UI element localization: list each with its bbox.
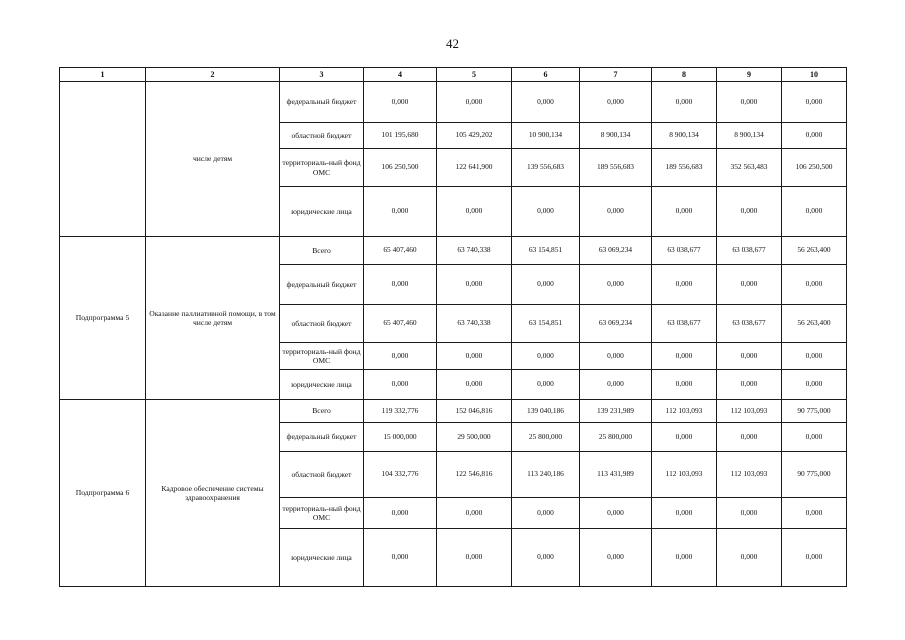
funding-source: территориаль-ный фонд ОМС [280,149,364,187]
amount-cell: 112 103,093 [717,400,782,423]
funding-source: областной бюджет [280,452,364,498]
amount-cell: 105 429,202 [437,123,512,149]
funding-source: Всего [280,400,364,423]
column-header: 6 [512,68,580,82]
amount-cell: 0,000 [512,343,580,370]
amount-cell: 0,000 [580,370,652,400]
amount-cell: 0,000 [580,265,652,305]
amount-cell: 0,000 [512,529,580,587]
amount-cell: 112 103,093 [652,452,717,498]
amount-cell: 15 000,000 [364,423,437,452]
amount-cell: 0,000 [437,187,512,237]
funding-source: территориаль-ный фонд ОМС [280,343,364,370]
amount-cell: 0,000 [437,265,512,305]
funding-source: юридические лица [280,529,364,587]
funding-source: областной бюджет [280,123,364,149]
amount-cell: 0,000 [782,423,847,452]
amount-cell: 106 250,500 [364,149,437,187]
subprogram-code: Подпрограмма 6 [60,400,146,587]
amount-cell: 106 250,500 [782,149,847,187]
amount-cell: 63 038,677 [717,237,782,265]
funding-source: областной бюджет [280,305,364,343]
amount-cell: 63 038,677 [717,305,782,343]
funding-source: федеральный бюджет [280,82,364,123]
amount-cell: 0,000 [437,370,512,400]
funding-source: юридические лица [280,187,364,237]
column-number-row [60,68,847,82]
table-row [60,400,847,423]
amount-cell: 0,000 [364,265,437,305]
amount-cell: 0,000 [512,187,580,237]
amount-cell: 0,000 [512,498,580,529]
amount-cell: 112 103,093 [717,452,782,498]
table-row [60,237,847,265]
amount-cell: 0,000 [580,82,652,123]
amount-cell: 0,000 [782,498,847,529]
subprogram-code: Подпрограмма 5 [60,237,146,400]
amount-cell: 0,000 [717,423,782,452]
amount-cell: 104 332,776 [364,452,437,498]
amount-cell: 139 040,186 [512,400,580,423]
amount-cell: 0,000 [652,82,717,123]
amount-cell: 65 407,460 [364,305,437,343]
amount-cell: 0,000 [717,529,782,587]
amount-cell: 0,000 [782,343,847,370]
amount-cell: 65 407,460 [364,237,437,265]
funding-source: федеральный бюджет [280,423,364,452]
amount-cell: 56 263,400 [782,237,847,265]
amount-cell: 189 556,683 [580,149,652,187]
budget-table [59,67,847,587]
amount-cell: 0,000 [782,82,847,123]
column-header: 7 [580,68,652,82]
amount-cell: 0,000 [364,498,437,529]
amount-cell: 63 740,338 [437,237,512,265]
amount-cell: 63 069,234 [580,305,652,343]
amount-cell: 8 900,134 [580,123,652,149]
column-header: 5 [437,68,512,82]
amount-cell: 0,000 [512,370,580,400]
amount-cell: 122 546,816 [437,452,512,498]
subprogram-name: Оказание паллиативной помощи, в том числе детям [146,237,280,400]
page-number: 42 [446,36,459,51]
amount-cell: 0,000 [437,343,512,370]
funding-source: юридические лица [280,370,364,400]
column-header: 10 [782,68,847,82]
amount-cell: 0,000 [364,82,437,123]
amount-cell: 25 800,000 [512,423,580,452]
amount-cell: 0,000 [782,187,847,237]
amount-cell: 8 900,134 [717,123,782,149]
amount-cell: 189 556,683 [652,149,717,187]
subprogram-name: числе детям [146,82,280,237]
column-header: 8 [652,68,717,82]
amount-cell: 0,000 [437,529,512,587]
amount-cell: 0,000 [580,343,652,370]
column-header: 3 [280,68,364,82]
amount-cell: 63 069,234 [580,237,652,265]
amount-cell: 0,000 [717,187,782,237]
amount-cell: 0,000 [782,529,847,587]
amount-cell: 10 900,134 [512,123,580,149]
amount-cell: 25 800,000 [580,423,652,452]
amount-cell: 112 103,093 [652,400,717,423]
amount-cell: 29 500,000 [437,423,512,452]
amount-cell: 113 240,186 [512,452,580,498]
amount-cell: 0,000 [364,370,437,400]
amount-cell: 0,000 [512,265,580,305]
column-header: 2 [146,68,280,82]
amount-cell: 63 038,677 [652,237,717,265]
subprogram-code [60,82,146,237]
amount-cell: 0,000 [580,498,652,529]
amount-cell: 101 195,680 [364,123,437,149]
amount-cell: 0,000 [437,498,512,529]
amount-cell: 8 900,134 [652,123,717,149]
amount-cell: 0,000 [437,82,512,123]
amount-cell: 63 038,677 [652,305,717,343]
table-row [60,82,847,123]
amount-cell: 0,000 [652,265,717,305]
amount-cell: 0,000 [717,265,782,305]
amount-cell: 0,000 [652,529,717,587]
amount-cell: 90 775,000 [782,400,847,423]
amount-cell: 0,000 [717,498,782,529]
amount-cell: 63 154,851 [512,237,580,265]
amount-cell: 0,000 [580,187,652,237]
amount-cell: 122 641,900 [437,149,512,187]
column-header: 1 [60,68,146,82]
subprogram-name: Кадровое обеспечение системы здравоохранения [146,400,280,587]
amount-cell: 139 231,989 [580,400,652,423]
amount-cell: 139 556,683 [512,149,580,187]
amount-cell: 0,000 [652,343,717,370]
amount-cell: 0,000 [717,343,782,370]
amount-cell: 152 046,816 [437,400,512,423]
funding-source: федеральный бюджет [280,265,364,305]
amount-cell: 0,000 [782,123,847,149]
amount-cell: 0,000 [652,187,717,237]
amount-cell: 0,000 [717,82,782,123]
amount-cell: 0,000 [364,187,437,237]
amount-cell: 90 775,000 [782,452,847,498]
amount-cell: 0,000 [782,370,847,400]
amount-cell: 0,000 [364,529,437,587]
amount-cell: 0,000 [652,370,717,400]
amount-cell: 0,000 [364,343,437,370]
amount-cell: 0,000 [717,370,782,400]
funding-source: территориаль-ный фонд ОМС [280,498,364,529]
amount-cell: 113 431,989 [580,452,652,498]
amount-cell: 63 154,851 [512,305,580,343]
amount-cell: 119 332,776 [364,400,437,423]
amount-cell: 0,000 [652,423,717,452]
amount-cell: 0,000 [512,82,580,123]
amount-cell: 63 740,338 [437,305,512,343]
column-header: 9 [717,68,782,82]
amount-cell: 56 263,400 [782,305,847,343]
funding-source: Всего [280,237,364,265]
amount-cell: 0,000 [580,529,652,587]
amount-cell: 0,000 [782,265,847,305]
column-header: 4 [364,68,437,82]
amount-cell: 0,000 [652,498,717,529]
amount-cell: 352 563,483 [717,149,782,187]
